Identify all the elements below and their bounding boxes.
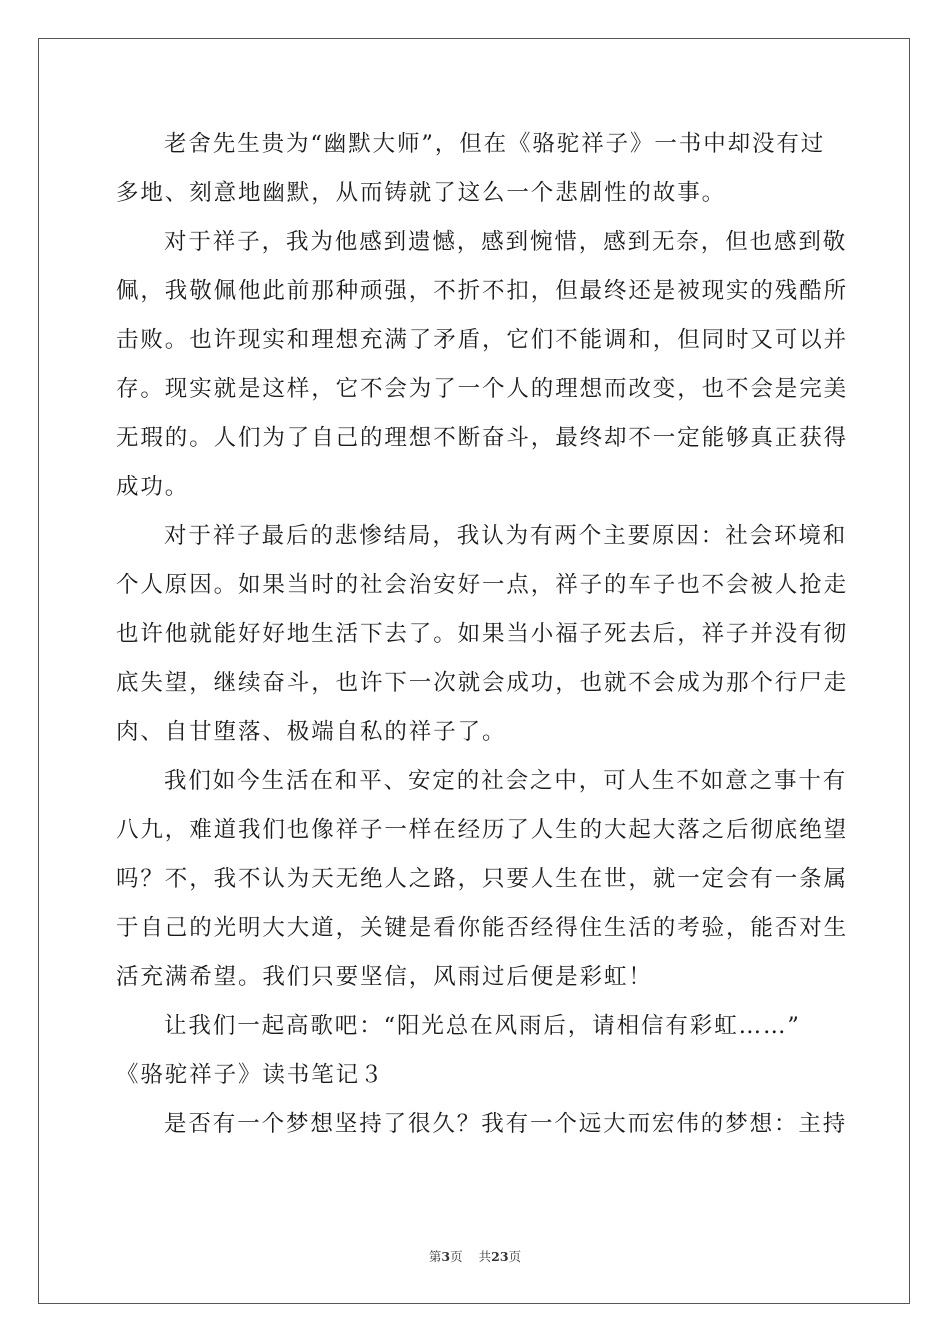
text-line: 佩，我敬佩他此前那种顽强，不折不扣，但最终还是被现实的残酷所 <box>116 278 849 304</box>
text-line: 对于祥子最后的悲惨结局，我认为有两个主要原因：社会环境和 <box>164 523 848 549</box>
text-line: 于自己的光明大大道，关键是看你能否经得住生活的考验，能否对生 <box>116 915 849 941</box>
text-line: 我们如今生活在和平、安定的社会之中，可人生不如意之事十有 <box>164 768 848 794</box>
total-suffix: 页 <box>508 1249 522 1264</box>
text-line: 老舍先生贵为“幽默大师”，但在《骆驼祥子》一书中却没有过 <box>164 131 826 157</box>
text-line: 成功。 <box>116 474 190 500</box>
section-heading: 《骆驼祥子》读书笔记３ <box>116 1062 385 1088</box>
page-current: 3 <box>441 1249 451 1264</box>
text-line: 吗？不，我不认为天无绝人之路，只要人生在世，就一定会有一条属 <box>116 866 849 892</box>
page-footer <box>0 1247 950 1265</box>
text-line: 让我们一起高歌吧：“阳光总在风雨后，请相信有彩虹……” <box>164 1013 801 1039</box>
text-line: 多地、刻意地幽默，从而铸就了这么一个悲剧性的故事。 <box>116 180 727 206</box>
text-line: 对于祥子，我为他感到遗憾，感到惋惜，感到无奈，但也感到敬 <box>164 229 848 255</box>
text-line: 肉、自甘堕落、极端自私的祥子了。 <box>116 719 507 745</box>
text-line: 活充满希望。我们只要坚信，风雨过后便是彩虹！ <box>116 964 653 990</box>
text-line: 个人原因。如果当时的社会治安好一点，祥子的车子也不会被人抢走 <box>116 572 849 598</box>
text-line: 是否有一个梦想坚持了很久？我有一个远大而宏伟的梦想：主持 <box>164 1111 848 1137</box>
total-prefix: 共 <box>478 1249 492 1264</box>
text-line: 击败。也许现实和理想充满了矛盾，它们不能调和，但同时又可以并 <box>116 327 849 353</box>
page-suffix: 页 <box>450 1249 463 1264</box>
page-prefix: 第 <box>428 1249 442 1264</box>
text-line: 存。现实就是这样，它不会为了一个人的理想而改变，也不会是完美 <box>116 376 849 402</box>
text-line: 无瑕的。人们为了自己的理想不断奋斗，最终却不一定能够真正获得 <box>116 425 849 451</box>
text-line: 也许他就能好好地生活下去了。如果当小福子死去后，祥子并没有彻 <box>116 621 849 647</box>
text-line: 底失望，继续奋斗，也许下一次就会成功，也就不会成为那个行尸走 <box>116 670 849 696</box>
text-line: 八九，难道我们也像祥子一样在经历了人生的大起大落之后彻底绝望 <box>116 817 849 843</box>
page-total: 23 <box>491 1249 509 1264</box>
